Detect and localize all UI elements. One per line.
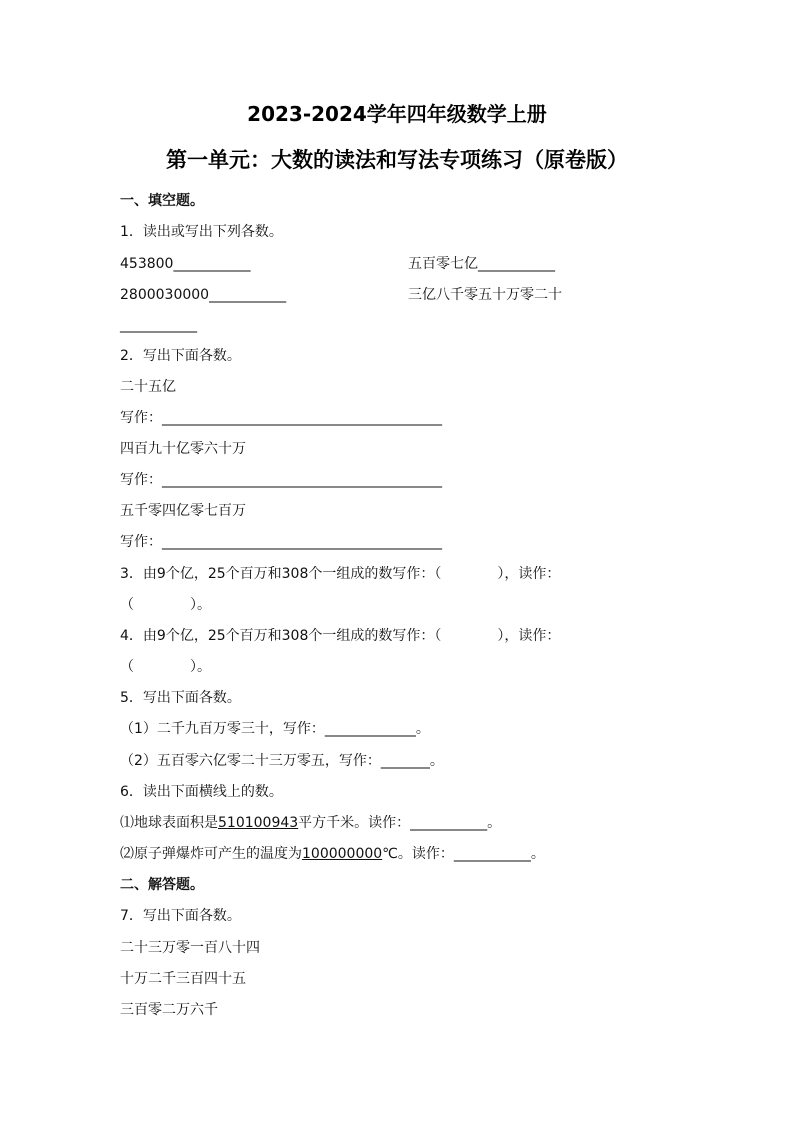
q6-item-1-suffix: 平方千米。读作：___________。 xyxy=(298,815,502,831)
section-fill-in: 一、填空题。 xyxy=(120,193,204,209)
q1-item-b: 五百零七亿___________ xyxy=(408,256,555,272)
q2-number-1: 二十五亿 xyxy=(120,379,176,395)
q2-stem: 2．写出下面各数。 xyxy=(120,348,241,364)
title-line-2: 第一单元：大数的读法和写法专项练习（原卷版） xyxy=(166,148,628,172)
q6-item-2 xyxy=(120,845,545,863)
section-answers: 二、解答题。 xyxy=(120,877,204,893)
q7-stem: 7．写出下面各数。 xyxy=(120,908,241,924)
q7-item-1: 二十三万零一百八十四 xyxy=(120,940,260,956)
q5-item-2: （2）五百零六亿零二十三万零五，写作：_______。 xyxy=(120,753,444,769)
q2-number-2: 四百九十亿零六十万 xyxy=(120,441,246,457)
q2-number-3: 五千零四亿零七百万 xyxy=(120,503,246,519)
q6-item-1 xyxy=(120,814,501,832)
q7-item-2: 十万二千三百四十五 xyxy=(120,971,246,987)
q1-item-d: 三亿八千零五十万零二十 xyxy=(408,287,562,303)
q2-write-3: 写作：________________________________________ xyxy=(120,534,442,550)
q6-item-1-number: 510100943 xyxy=(218,815,299,831)
q3-line-1: 3．由9个亿，25个百万和308个一组成的数写作：（ ），读作： xyxy=(120,566,561,582)
q4-line-2: （ ）。 xyxy=(120,659,211,675)
q7-item-3: 三百零二万六千 xyxy=(120,1002,218,1018)
q1-item-c: 2800030000___________ xyxy=(120,287,287,303)
q5-item-1: （1）二千九百万零三十，写作：_____________。 xyxy=(120,721,430,737)
q1-item-a: 453800___________ xyxy=(120,256,251,272)
q1-item-d-blank: ___________ xyxy=(120,317,197,333)
q2-write-1: 写作：________________________________________ xyxy=(120,410,442,426)
q6-item-2-suffix: ℃。读作：___________。 xyxy=(382,846,545,862)
q2-write-2: 写作：________________________________________ xyxy=(120,472,442,488)
q1-stem: 1．读出或写出下列各数。 xyxy=(120,224,283,240)
q3-line-2: （ ）。 xyxy=(120,597,211,613)
q5-stem: 5．写出下面各数。 xyxy=(120,690,241,706)
q6-stem: 6．读出下面横线上的数。 xyxy=(120,784,283,800)
q6-item-2-number: 100000000 xyxy=(302,846,383,862)
q6-item-1-prefix: ⑴地球表面积是 xyxy=(120,815,218,831)
q6-item-2-prefix: ⑵原子弹爆炸可产生的温度为 xyxy=(120,846,302,862)
q4-line-1: 4．由9个亿，25个百万和308个一组成的数写作：（ ），读作： xyxy=(120,628,561,644)
title-line-1: 2023-2024学年四年级数学上册 xyxy=(247,102,547,126)
